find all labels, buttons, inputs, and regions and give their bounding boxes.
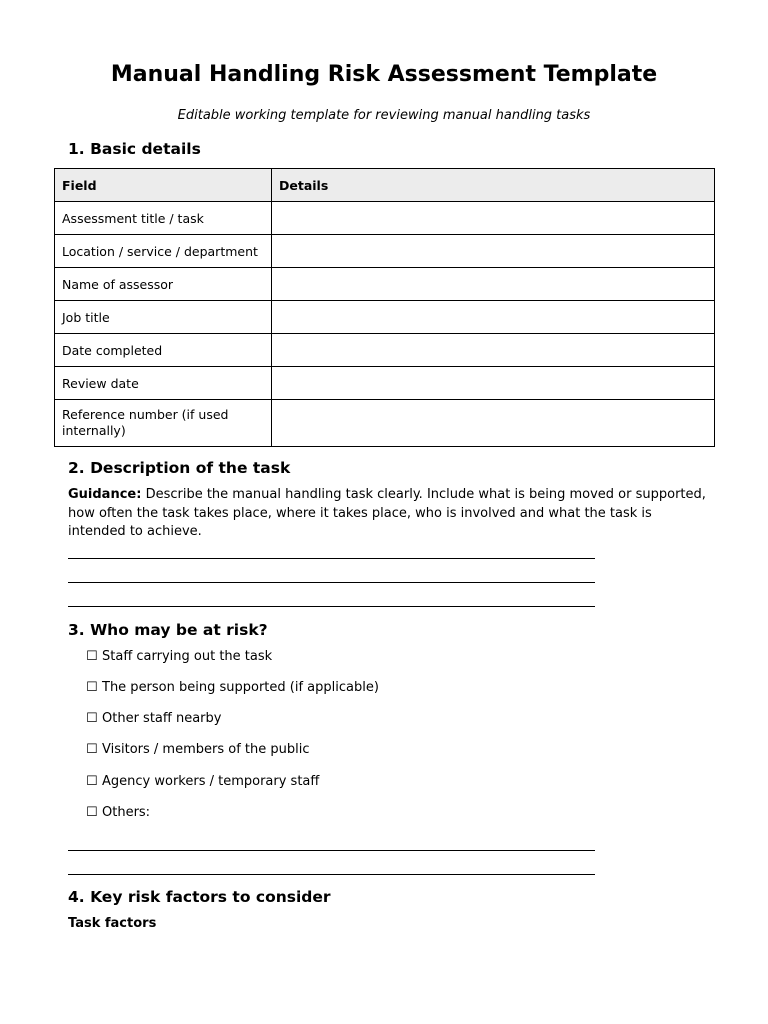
checkbox-label: Staff carrying out the task xyxy=(102,649,273,664)
checkbox-icon[interactable]: ☐ xyxy=(86,742,98,757)
write-in-line[interactable] xyxy=(68,850,595,851)
checkbox-label: Visitors / members of the public xyxy=(102,742,310,757)
details-cell[interactable] xyxy=(272,235,715,268)
details-cell[interactable] xyxy=(272,400,715,447)
details-cell[interactable] xyxy=(272,268,715,301)
checkbox-label: Agency workers / temporary staff xyxy=(102,774,320,789)
field-label: Job title xyxy=(55,301,272,334)
write-in-line[interactable] xyxy=(68,606,595,607)
field-label: Location / service / department xyxy=(55,235,272,268)
table-row xyxy=(55,367,715,400)
column-header-details: Details xyxy=(272,169,715,202)
table-row xyxy=(55,202,715,235)
table-row xyxy=(55,400,715,447)
checkbox-icon[interactable]: ☐ xyxy=(86,805,98,820)
write-in-line[interactable] xyxy=(68,582,595,583)
table-header-row xyxy=(55,169,715,202)
table-row xyxy=(55,235,715,268)
checkbox-option[interactable] xyxy=(86,680,379,695)
checkbox-label: Others: xyxy=(102,805,151,820)
table-row xyxy=(55,268,715,301)
document-title: Manual Handling Risk Assessment Template xyxy=(110,62,658,87)
task-factors-subheading: Task factors xyxy=(68,916,157,931)
details-cell[interactable] xyxy=(272,367,715,400)
write-in-line[interactable] xyxy=(68,874,595,875)
section-3-heading: 3. Who may be at risk? xyxy=(68,621,268,639)
table-row xyxy=(55,334,715,367)
section-2-heading: 2. Description of the task xyxy=(68,459,291,477)
section-4-heading: 4. Key risk factors to consider xyxy=(68,888,331,906)
details-cell[interactable] xyxy=(272,334,715,367)
guidance-text: Describe the manual handling task clearly. Include what is being moved or supported, how often the task takes place, where it takes place, who is involved and what the task is intended to achieve. xyxy=(68,487,706,539)
checkbox-label: Other staff nearby xyxy=(102,711,222,726)
checkbox-icon[interactable]: ☐ xyxy=(86,649,98,664)
checkbox-option[interactable] xyxy=(86,774,319,789)
checkbox-option[interactable] xyxy=(86,742,310,757)
column-header-field: Field xyxy=(55,169,272,202)
details-cell[interactable] xyxy=(272,301,715,334)
guidance-label: Guidance: xyxy=(68,487,142,502)
field-label: Assessment title / task xyxy=(55,202,272,235)
checkbox-icon[interactable]: ☐ xyxy=(86,680,98,695)
write-in-line[interactable] xyxy=(68,558,595,559)
details-cell[interactable] xyxy=(272,202,715,235)
field-label: Name of assessor xyxy=(55,268,272,301)
checkbox-option[interactable] xyxy=(86,649,272,664)
checkbox-icon[interactable]: ☐ xyxy=(86,774,98,789)
field-label: Date completed xyxy=(55,334,272,367)
document-subtitle: Editable working template for reviewing manual handling tasks xyxy=(177,108,591,123)
field-label: Review date xyxy=(55,367,272,400)
checkbox-label: The person being supported (if applicable) xyxy=(102,680,379,695)
checkbox-option[interactable] xyxy=(86,805,150,820)
basic-details-table xyxy=(54,168,715,447)
guidance-paragraph xyxy=(68,486,708,542)
checkbox-option[interactable] xyxy=(86,711,221,726)
field-label: Reference number (if used internally) xyxy=(55,400,272,447)
section-1-heading: 1. Basic details xyxy=(68,140,201,158)
table-row xyxy=(55,301,715,334)
checkbox-icon[interactable]: ☐ xyxy=(86,711,98,726)
